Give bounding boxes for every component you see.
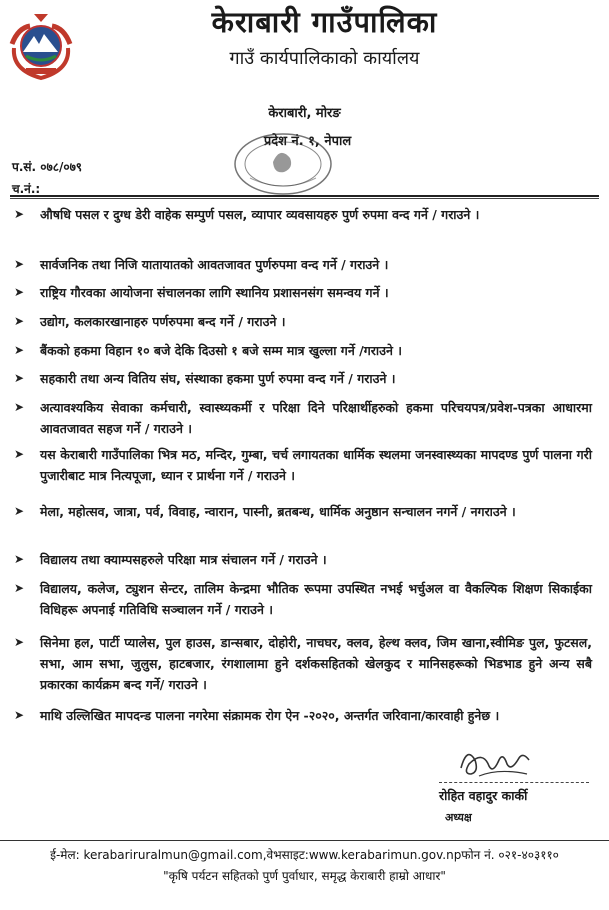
- dispatch-number: च.नं.:: [12, 182, 41, 196]
- arrow-bullet-icon: ➤: [14, 257, 25, 271]
- list-item: ➤ सिनेमा हल, पार्टी प्यालेस, पुल हाउस, डान्सबार, दोहोरी, नाचघर, क्लव, हेल्थ क्लव, जिम खाना,स्वीमिङ पुल, फुटसल, सभा, आम सभा, जुलुस, हाटबजार, रंगशालामा हुने दर्शकसहितको खेलकुद र मानिसहरूको भिडभाड हुने अन्य सबै प्रकारका कार्यक्रम बन्द गर्ने/ गराउने ।: [40, 632, 592, 695]
- list-item: ➤ माथि उल्लिखित मापदन्ड पालना नगरेमा संक्रामक रोग ऐन -२०२०, अन्तर्गत जरिवाना/कारवाही हुनेछ ।: [40, 705, 592, 726]
- handwritten-signature-icon: [449, 738, 539, 782]
- header-divider: [10, 195, 599, 197]
- list-item: ➤ विद्यालय तथा क्याम्पसहरुले परिक्षा मात्र संचालन गर्ने / गराउने ।: [40, 549, 592, 570]
- arrow-bullet-icon: ➤: [14, 635, 25, 649]
- arrow-bullet-icon: ➤: [14, 708, 25, 722]
- office-title: केराबारी गाउँपालिका: [211, 5, 438, 39]
- office-address: केराबारी, मोरङ: [268, 106, 341, 121]
- office-stamp-icon: [228, 128, 338, 198]
- office-province: प्रदेश नं. १, नेपाल: [263, 134, 352, 149]
- arrow-bullet-icon: ➤: [14, 552, 25, 566]
- signatory-role: अध्यक्ष: [445, 811, 472, 824]
- arrow-bullet-icon: ➤: [14, 447, 25, 461]
- arrow-bullet-icon: ➤: [14, 371, 25, 385]
- list-item: ➤ राष्ट्रिय गौरवका आयोजना संचालनका लागि स्थानिय प्रशासनसंग समन्वय गर्ने ।: [40, 282, 592, 303]
- arrow-bullet-icon: ➤: [14, 207, 25, 221]
- arrow-bullet-icon: ➤: [14, 504, 25, 518]
- list-item: ➤ उद्योग, कलकारखानाहरु पर्णरुपमा बन्द गर्ने / गराउने ।: [40, 311, 592, 332]
- list-item: ➤ अत्यावश्यकिय सेवाका कर्मचारी, स्वास्थ्यकर्मी र परिक्षा दिने परिक्षार्थीहरुको हकमा परिचयपत्र/प्रवेश-पत्रका आधारमा आवतजावत सहज गर्ने / गराउने ।: [40, 397, 592, 439]
- arrow-bullet-icon: ➤: [14, 581, 25, 595]
- list-item: ➤ बैंकको हकमा विहान १० बजे देकि दिउसो १ बजे सम्म मात्र खुल्ला गर्ने /गराउने ।: [40, 340, 592, 361]
- list-item: ➤ यस केराबारी गाउँपालिका भित्र मठ, मन्दिर, गुम्बा, चर्च लगायतका धार्मिक स्थलमा जनस्वास्थ्यका मापदण्ड पुर्ण पालना गरी पुजारीबाट मात्र नित्यपूजा, ध्यान र प्रार्थना गर्ने / गराउने ।: [40, 444, 592, 486]
- arrow-bullet-icon: ➤: [14, 343, 25, 357]
- footer-slogan: "कृषि पर्यटन सहितको पुर्ण पुर्वाधार, समृद्ध केराबारी हाम्रो आधार": [163, 869, 446, 883]
- reference-number: प.सं. ०७८/०७९: [12, 160, 83, 174]
- arrow-bullet-icon: ➤: [14, 400, 25, 414]
- arrow-bullet-icon: ➤: [14, 314, 25, 328]
- footer-divider: [0, 840, 609, 841]
- arrow-bullet-icon: ➤: [14, 285, 25, 299]
- signatory-name: रोहित वहादुर कार्की: [439, 788, 528, 803]
- list-item: ➤ मेला, महोत्सव, जात्रा, पर्व, विवाह, न्वारान, पास्नी, ब्रतबन्ध, धार्मिक अनुष्ठान सन्चालन नगर्ने / नगराउने ।: [40, 501, 592, 522]
- list-item: ➤ विद्यालय, कलेज, ट्युशन सेन्टर, तालिम केन्द्रमा भौतिक रूपमा उपस्थित नभई भर्चुअल वा वैकल्पिक शिक्षण सिकाईका विधिहरू अपनाई गतिविधि सञ्चालन गर्ने / गराउने ।: [40, 578, 592, 620]
- list-item: ➤ औषधि पसल र दुग्ध डेरी वाहेक सम्पुर्ण पसल, व्यापार व्यवसायहरु पुर्ण रुपमा वन्द गर्ने / गराउने ।: [40, 204, 592, 225]
- office-subtitle: गाउँ कार्यपालिकाको कार्यालय: [229, 48, 420, 69]
- list-item: ➤ सहकारी तथा अन्य वितिय संघ, संस्थाका हकमा पुर्ण रुपमा वन्द गर्ने / गराउने ।: [40, 368, 592, 389]
- signature-line: [439, 782, 589, 783]
- footer-contact: ई-मेल: kerabariruralmun@gmail.com,वेभसाइट:www.kerabarimun.gov.npफोन नं. ०२१-४०३११०: [50, 848, 559, 862]
- list-item: ➤ सार्वजनिक तथा निजि यातायातको आवतजावत पुर्णरुपमा वन्द गर्ने / गराउने ।: [40, 254, 592, 275]
- header-divider-thin: [10, 198, 599, 199]
- signature-block: [439, 738, 589, 838]
